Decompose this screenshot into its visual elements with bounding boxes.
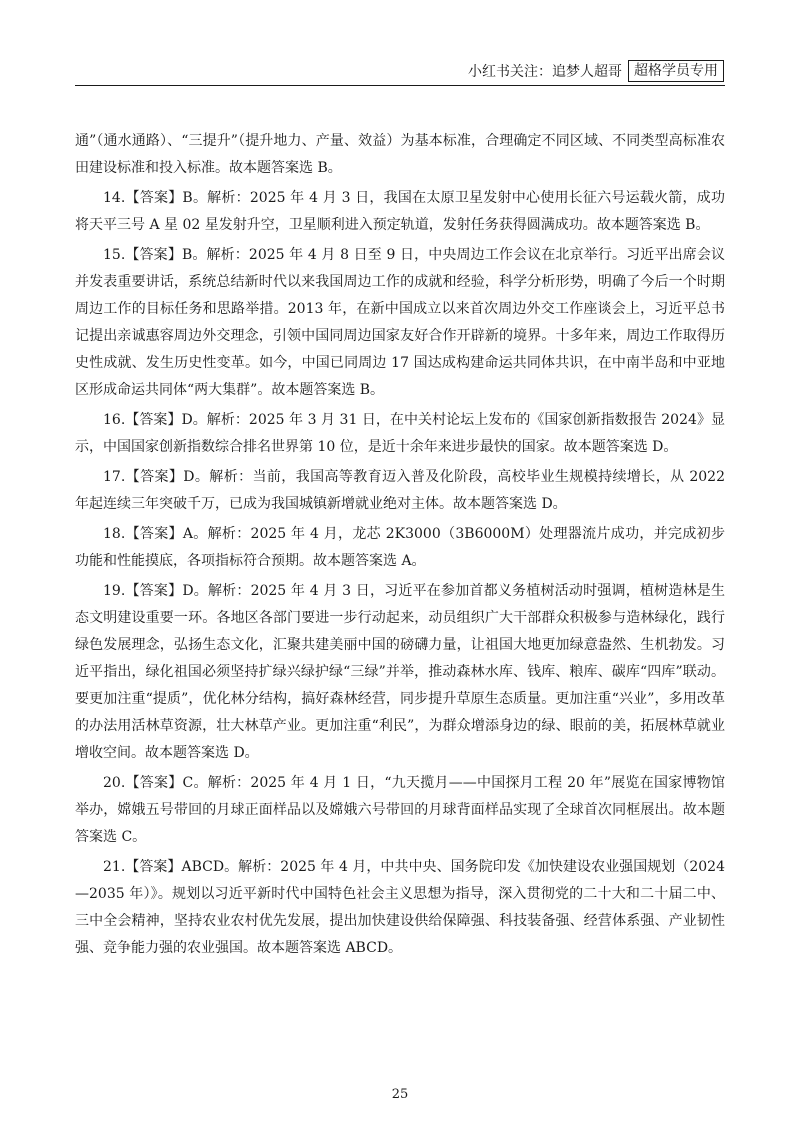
answer-15: 15.【答案】B。解析：2025 年 4 月 8 日至 9 日，中央周边工作会议在北京举行。习近平出席会议并发表重要讲话，系统总结新时代以来我国周边工作的成就和经验，科学分析形势，明确了今后一个时期周边工作的目标任务和思路举措。2013 年，在新中国成立以来首次周边外交工作座谈会上，习近平总书记提出亲诚惠容周边外交理念，引领中国同周边国家友好合作开辟新的境界。十多年来，周边工作取得历史性成就、发生历史性变革。如今，中国已同周边 17 国达成构建命运共同体共识，在中南半岛和中亚地区形成命运共同体“两大集群”。故本题答案选 B。 [75,247,725,398]
answer-19: 19.【答案】D。解析：2025 年 4 月 3 日，习近平在参加首都义务植树活动时强调，植树造林是生态文明建设重要一环。各地区各部门要进一步行动起来，动员组织广大干部群众积极参与造林绿化，践行绿色发展理念，弘扬生态文化，汇聚共建美丽中国的磅礴力量，让祖国大地更加绿意盎然、生机勃发。习近平指出，绿化祖国必须坚持扩绿兴绿护绿“三绿”并举，推动森林水库、钱库、粮库、碳库“四库”联动。要更加注重“提质”，优化林分结构，搞好森林经营，同步提升草原生态质量。更加注重“兴业”，多用改革的办法用活林草资源，壮大林草产业。更加注重“利民”，为群众增添身边的绿、眼前的美，拓展林草就业增收空间。故本题答案选 D。 [75,583,725,761]
page-header [468,60,724,82]
answer-21: 21.【答案】ABCD。解析：2025 年 4 月，中共中央、国务院印发《加快建设农业强国规划（2024—2035 年）》。规划以习近平新时代中国特色社会主义思想为指导，深入贯彻党的二十大和二十届二中、三中全会精神，坚持农业农村优先发展，提出加快建设供给保障强、科技装备强、经营体系强、产业韧性强、竞争能力强的农业强国。故本题答案选 ABCD。 [75,859,725,956]
answer-18: 18.【答案】A。解析：2025 年 4 月，龙芯 2K3000（3B6000M）处理器流片成功，并完成初步功能和性能摸底，各项指标符合预期。故本题答案选 A。 [75,526,725,569]
answer-16: 16.【答案】D。解析：2025 年 3 月 31 日，在中关村论坛上发布的《国家创新指数报告 2024》显示，中国国家创新指数综合排名世界第 10 位，是近十余年来进步最快的国家。故本题答案选 D。 [75,412,725,455]
header-text: 小红书关注：追梦人超哥 [468,64,622,80]
page-number: 25 [391,1087,409,1102]
header-rule [75,85,725,86]
answer-14: 14.【答案】B。解析：2025 年 4 月 3 日，我国在太原卫星发射中心使用长征六号运载火箭，成功将天平三号 A 星 02 星发射升空，卫星顺利进入预定轨道，发射任务获得圆满成功。故本题答案选 B。 [75,190,725,233]
answer-20: 20.【答案】C。解析：2025 年 4 月 1 日，“九天揽月——中国探月工程 20 年”展览在国家博物馆举办，嫦娥五号带回的月球正面样品以及嫦娥六号带回的月球背面样品实现了全球首次同框展出。故本题答案选 C。 [75,775,725,845]
paragraph-continuation: 通”（通水通路）、“三提升”（提升地力、产量、效益）为基本标准，合理确定不同区域、不同类型高标准农田建设标准和投入标准。故本题答案选 B。 [75,133,725,176]
answer-explanations [75,128,725,965]
answer-17: 17.【答案】D。解析：当前，我国高等教育迈入普及化阶段，高校毕业生规模持续增长，从 2022 年起连续三年突破千万，已成为我国城镇新增就业绝对主体。故本题答案选 D。 [75,469,725,512]
header-tag: 超格学员专用 [628,60,724,82]
